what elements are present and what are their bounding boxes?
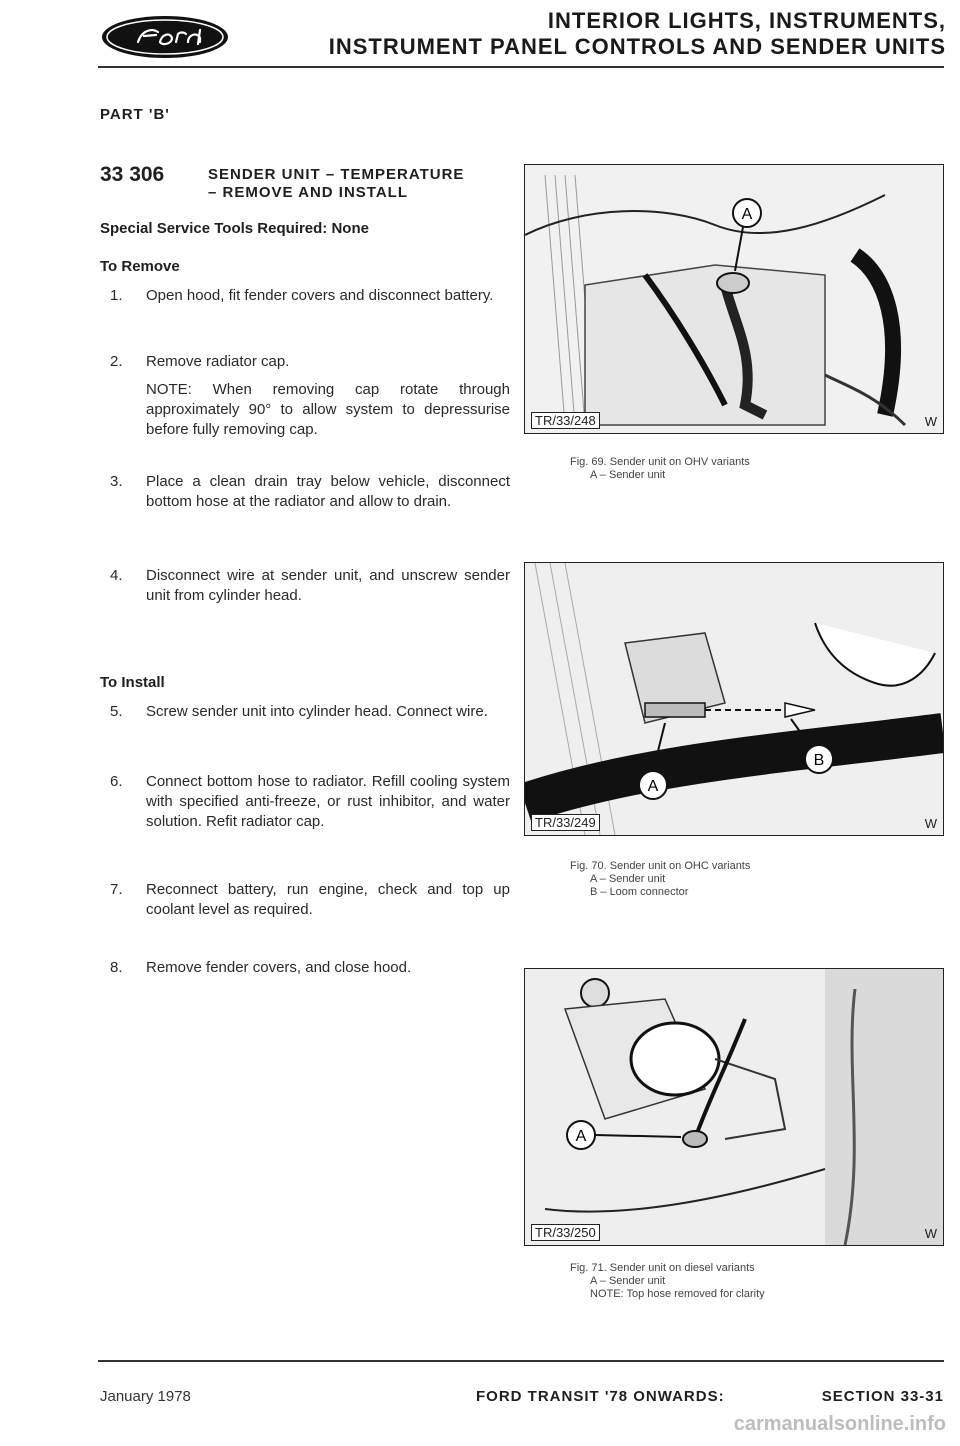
footer-section: SECTION 33-31 (821, 1388, 944, 1405)
figure-69-w: W (924, 414, 937, 429)
figure-69-image (524, 164, 944, 434)
header-rule (98, 66, 944, 68)
figure-70-callout-b: B (813, 752, 825, 769)
footer-date: January 1978 (100, 1388, 191, 1405)
figure-69-caption-title: Fig. 69. Sender unit on OHV variants (570, 456, 750, 468)
step-text: Remove radiator cap. (146, 353, 290, 370)
remove-heading: To Remove (100, 258, 180, 275)
header-title-line1: INTERIOR LIGHTS, INSTRUMENTS, (547, 8, 946, 33)
install-step-5 (110, 702, 510, 722)
remove-note: NOTE: When removing cap rotate through approximately 90° to allow system to depressurise before fully removing cap. (146, 381, 510, 438)
header-title-line2: INSTRUMENT PANEL CONTROLS AND SENDER UNITS (328, 34, 946, 59)
figure-71-caption (570, 1262, 765, 1301)
figure-71-caption-title: Fig. 71. Sender unit on diesel variants (570, 1262, 755, 1274)
watermark-text: carmanualsonline.info (733, 1413, 946, 1435)
step-number: 1. (110, 287, 123, 304)
figure-69-legend-a: A – Sender unit (590, 469, 666, 481)
step-text: Reconnect battery, run engine, check and top up coolant level as required. (146, 881, 510, 918)
part-label: PART 'B' (100, 106, 170, 123)
ford-logo (100, 14, 230, 60)
remove-step-2 (110, 352, 510, 372)
figure-71-callout-a: A (575, 1128, 587, 1145)
step-number: 2. (110, 353, 123, 370)
section-title-line1: SENDER UNIT – TEMPERATURE (208, 166, 465, 183)
figure-70-caption-title: Fig. 70. Sender unit on OHC variants (570, 860, 751, 872)
remove-step-4 (110, 566, 510, 606)
figure-71-drawing (525, 969, 943, 1245)
install-step-7 (110, 880, 510, 920)
section-title-line2: – REMOVE AND INSTALL (208, 184, 409, 201)
figure-69-ref: TR/33/248 (531, 412, 600, 429)
figure-70-ref: TR/33/249 (531, 814, 600, 831)
figure-70-callout-a: A (647, 778, 659, 795)
figure-71-legend-a: A – Sender unit (590, 1275, 666, 1287)
install-heading: To Install (100, 674, 165, 691)
step-text: Place a clean drain tray below vehicle, disconnect bottom hose at the radiator and allow to drain. (146, 473, 510, 510)
remove-step-3 (110, 472, 510, 512)
step-number: 5. (110, 703, 123, 720)
step-text: Screw sender unit into cylinder head. Connect wire. (146, 703, 488, 720)
footer-book-title: FORD TRANSIT '78 ONWARDS: (476, 1388, 725, 1405)
figure-70-w: W (924, 816, 937, 831)
step-number: 6. (110, 773, 123, 790)
figure-71-ref: TR/33/250 (531, 1224, 600, 1241)
figure-70-legend-a: A – Sender unit (590, 873, 666, 885)
footer-rule (98, 1360, 944, 1362)
figure-71-legend-note: NOTE: Top hose removed for clarity (590, 1288, 765, 1300)
figure-70-legend-b: B – Loom connector (590, 886, 689, 898)
figure-70-image (524, 562, 944, 836)
figure-70-drawing (525, 563, 943, 835)
step-number: 4. (110, 567, 123, 584)
step-number: 3. (110, 473, 123, 490)
install-step-8 (110, 958, 510, 978)
step-text: Remove fender covers, and close hood. (146, 959, 412, 976)
step-number: 7. (110, 881, 123, 898)
install-step-6 (110, 772, 510, 832)
section-number: 33 306 (100, 163, 165, 186)
step-text: Connect bottom hose to radiator. Refill cooling system with specified anti-freeze, or rust inhibitor, and water solution. Refit radiator cap. (146, 773, 510, 830)
figure-70-caption (570, 860, 750, 899)
special-tools-line: Special Service Tools Required: None (100, 220, 369, 237)
step-number: 8. (110, 959, 123, 976)
step-text: Open hood, fit fender covers and disconnect battery. (146, 287, 494, 304)
figure-69-drawing (525, 165, 943, 433)
figure-69-caption (570, 456, 750, 482)
figure-71-w: W (924, 1226, 937, 1241)
figure-71-image (524, 968, 944, 1246)
remove-step-1 (110, 286, 510, 306)
figure-69-callout-a: A (741, 206, 753, 223)
step-text: Disconnect wire at sender unit, and unscrew sender unit from cylinder head. (146, 567, 510, 604)
